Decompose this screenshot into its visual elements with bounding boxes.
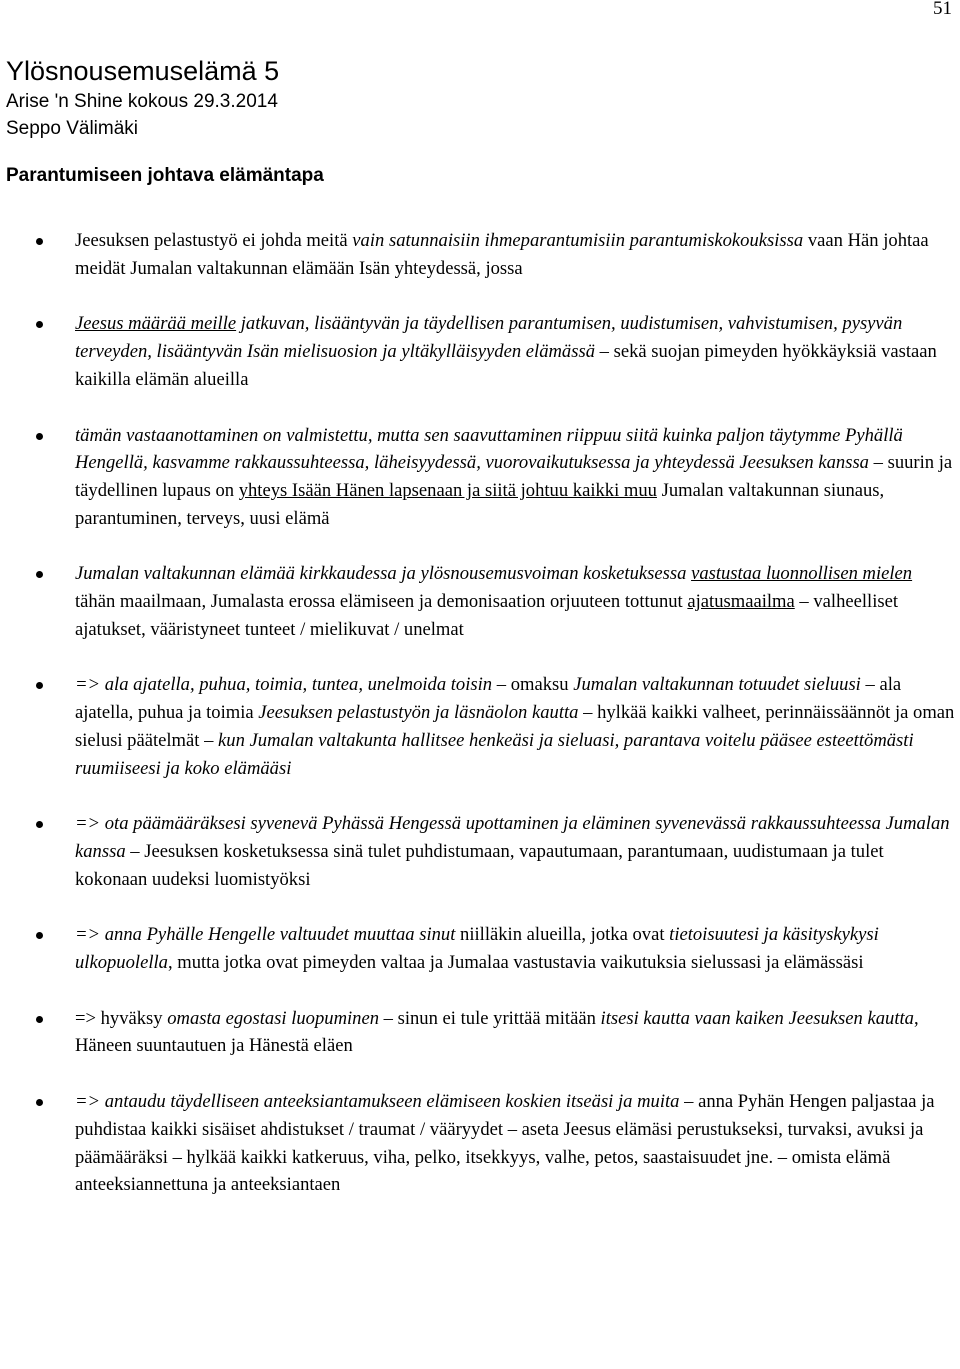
bullet-text-segment: , Häneen suuntautuen ja Hänestä eläen	[75, 1007, 919, 1057]
bullet-item	[0, 310, 960, 393]
bullet-text-segment: tähän maailmaan, Jumalasta erossa elämiseen ja demonisaation orjuuteen tottunut	[75, 591, 688, 613]
document-header	[6, 54, 324, 189]
bullet-dot-icon	[36, 433, 43, 440]
document-author: Seppo Välimäki	[6, 118, 139, 139]
bullet-item	[0, 422, 960, 533]
bullet-item	[0, 921, 960, 976]
bullet-text-segment: Jeesuksen pelastustyö ei johda meitä	[75, 230, 353, 251]
bullet-text-segment: => hyväksy	[75, 1007, 168, 1029]
bullet-text-segment: kun Jumalan valtakunta hallitsee henkeäsi ja sieluasi, parantava voitelu pääsee esteettömästi ruumiiseesi ja koko elämääsi	[75, 729, 914, 779]
bullet-text-segment: – anna Pyhän Hengen paljastaa ja puhdistaa kaikki sisäiset ahdistukset / traumat / vääryydet – aseta Jeesus elämäsi perustukseksi, turvaksi, avuksi ja päämääräksi – hylkää kaikki katkeruus, viha, pelko, itsekkyys, valhe, petos, saastaisuudet jne. – omista elämä anteeksiannettuna ja anteeksiantaen	[75, 1091, 935, 1196]
bullet-text-segment: – valheelliset ajatukset, vääristyneet tunteet / mielikuvat / unelmat	[75, 591, 899, 640]
bullet-item	[0, 227, 960, 282]
bullet-dot-icon	[36, 321, 43, 328]
bullet-item	[0, 810, 960, 893]
bullet-text-segment: – hylkää kaikki valheet, perinnäissäännöt ja oman sielusi päätelmät –	[75, 702, 955, 751]
bullet-text-segment: => ota päämääräksesi syvenevä Pyhässä Hengessä upottaminen ja eläminen syvenevässä rakkaussuhteessa Jumalan kanssa	[75, 813, 950, 862]
bullet-text-segment: yhteys Isään Hänen lapsenaan ja siitä johtuu kaikki muu	[238, 479, 657, 501]
bullet-dot-icon	[36, 932, 43, 939]
bullet-dot-icon	[36, 821, 43, 828]
document-title: Ylösnousemuselämä 5	[6, 56, 280, 86]
bullet-text-segment: sekä suojan pimeyden hyökkäyksiä vastaan kaikilla elämän alueilla	[75, 341, 937, 390]
document-subtitle: Arise 'n Shine kokous 29.3.2014	[6, 91, 278, 112]
bullet-text-segment: vain satunnaisiin ihmeparantumisiin parantumiskokouksissa	[352, 230, 804, 251]
bullet-text-segment: Jumalan valtakunnan totuudet sieluusi	[573, 674, 861, 696]
bullet-item	[0, 671, 960, 782]
bullet-item	[0, 560, 960, 643]
bullet-text-segment: , mutta jotka ovat pimeyden valtaa ja Jumalaa vastustavia vaikutuksia sielussasi ja elämässäsi	[167, 952, 864, 974]
bullet-dot-icon	[36, 1016, 43, 1023]
bullet-text-segment: itsesi kautta vaan kaiken Jeesuksen kautta	[600, 1007, 914, 1029]
bullet-text-segment: Jumalan valtakunnan siunaus, parantuminen, terveys, uusi elämä	[75, 479, 885, 529]
bullet-text-segment: – suurin ja täydellinen lupaus on	[75, 452, 953, 501]
bullet-list	[0, 227, 960, 1227]
bullet-text-segment: => antaudu täydelliseen anteeksiantamukseen elämiseen koskien itseäsi ja muita	[75, 1091, 680, 1113]
bullet-text-segment: Jumalan valtakunnan elämää kirkkaudessa ja ylösnousemusvoiman kosketuksessa	[75, 563, 692, 585]
bullet-dot-icon	[36, 1099, 43, 1106]
bullet-dot-icon	[36, 571, 43, 578]
bullet-item	[0, 1005, 960, 1060]
bullet-text-segment: vastustaa luonnollisen mielen	[691, 563, 913, 585]
bullet-dot-icon	[36, 682, 43, 689]
section-title: Parantumiseen johtava elämäntapa	[6, 165, 324, 186]
bullet-text-segment: omasta egostasi luopuminen	[167, 1007, 380, 1029]
bullet-text-segment: tämän vastaanottaminen on valmistettu, mutta sen saavuttaminen riippuu siitä kuinka paljon täytymme Pyhällä Hengellä, kasvamme rakkaussuhteessa, läheisyydessä, vuorovaikutuksessa ja yhteydessä Jeesuksen kanssa	[75, 424, 903, 474]
bullet-text-segment: jatkuvan, lisääntyvän ja täydellisen parantumisen, uudistumisen, vahvistumisen, pysyvän terveyden, lisääntyvän Isän mielisuosion ja yltäkylläisyyden elämässä –	[75, 313, 903, 363]
bullet-text-segment: => ala ajatella, puhua, toimia, tuntea, unelmoida toisin	[75, 674, 493, 696]
bullet-text-segment: ajatusmaailma	[687, 591, 795, 613]
bullet-dot-icon	[36, 238, 43, 245]
bullet-text-segment: – sinun ei tule yrittää mitään	[379, 1007, 601, 1029]
bullet-text-segment: – ala ajatella, puhua ja toimia	[75, 674, 902, 724]
bullet-text-segment: vaan Hän johtaa meidät Jumalan valtakunnan elämään Isän yhteydessä, jossa	[75, 230, 929, 279]
bullet-text-segment: tietoisuutesi ja käsityskykysi ulkopuolella	[75, 924, 879, 974]
bullet-text-segment: Jeesus määrää meille	[75, 313, 237, 335]
bullet-text-segment: – omaksu	[492, 674, 574, 696]
bullet-item	[0, 1088, 960, 1199]
bullet-text-segment: niilläkin alueilla, jotka ovat	[455, 924, 670, 946]
bullet-text-segment: – Jeesuksen kosketuksessa sinä tulet puhdistumaan, vapautumaan, parantumaan, uudistumaan ja tulet kokonaan uudeksi luomistyöksi	[75, 840, 884, 890]
bullet-text-segment: Jeesuksen pelastustyön ja läsnäolon kautta	[258, 702, 579, 724]
bullet-text-segment: => anna Pyhälle Hengelle valtuudet muuttaa sinut	[75, 924, 456, 946]
page-number: 51	[933, 0, 952, 19]
